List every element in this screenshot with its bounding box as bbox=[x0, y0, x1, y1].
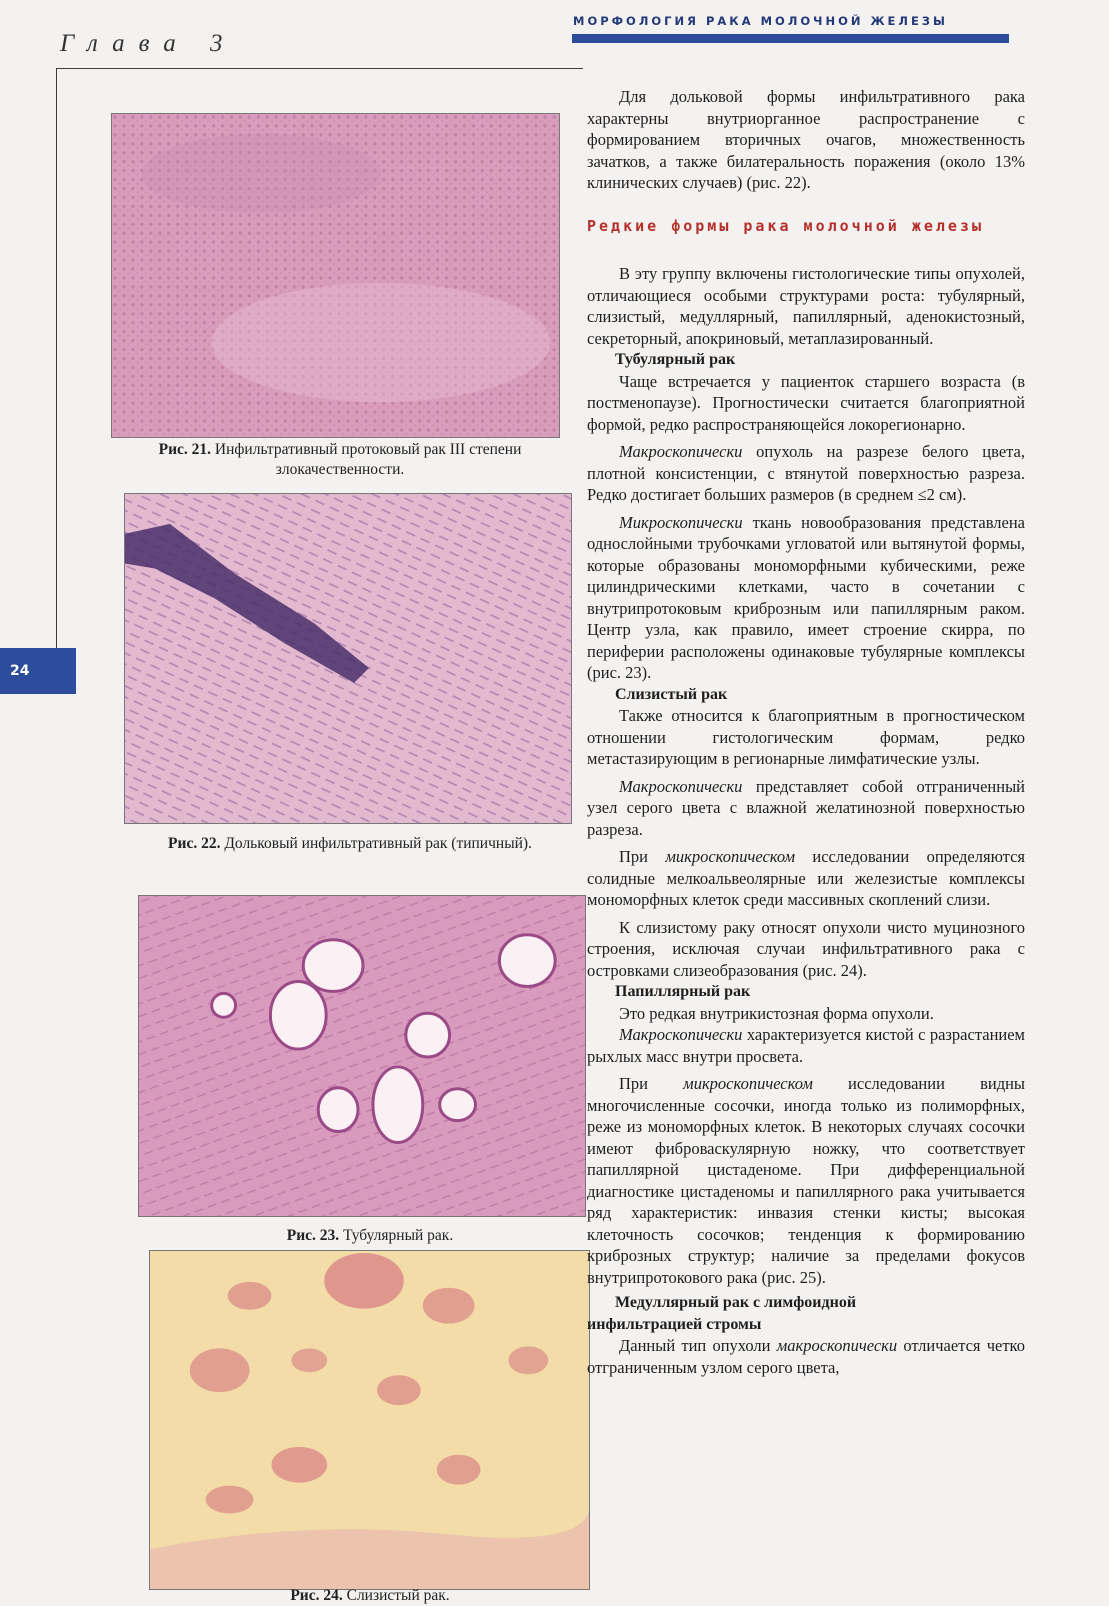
paragraph: Микроскопически ткань новообразования представлена однослойными трубочками угловатой или вытянутой формы, которые образованы мономорфными кубическими, реже цилиндрическими клетками, часто в сочетании с внутрипротоковым криброзным или папиллярным раком. Центр узла, как правило, имеет строение скирра, по периферии расположены одинаковые тубулярные комплексы (рис. 23). bbox=[587, 512, 1025, 682]
subheading-medullary: Медуллярный рак с лимфоидной инфильтрацией стромы bbox=[587, 1294, 857, 1333]
figure-22-micrograph bbox=[124, 493, 572, 824]
section-heading: Редкие формы рака молочной железы bbox=[587, 216, 985, 235]
figure-24-caption: Рис. 24. Слизистый рак. bbox=[290, 1587, 450, 1604]
paragraph: Также относится к благоприятным в прогностическом отношении гистологическим формам, редко метастазирующим в регионарные лимфатические узлы. bbox=[587, 706, 1025, 768]
paragraph: Это редкая внутрикистозная форма опухоли. bbox=[619, 1003, 934, 1023]
subheading-tubular: Тубулярный рак bbox=[615, 351, 736, 368]
figure-21-micrograph bbox=[111, 113, 560, 438]
paragraph: Макроскопически опухоль на разрезе белого цвета, плотной консистенции, с втянутой поверхностью разреза. Редко достигает больших размеров (в среднем ≤2 см). bbox=[587, 442, 1025, 504]
subheading-mucinous: Слизистый рак bbox=[615, 685, 728, 703]
paragraph: Макроскопически характеризуется кистой с разрастанием рыхлых масс внутри просвета. bbox=[587, 1025, 1025, 1066]
figure-21-caption: Рис. 21. Инфильтративный протоковый рак III степени злокачественности. bbox=[158, 441, 522, 478]
paragraph: Макроскопически представляет собой отграниченный узел серого цвета с влажной желатинозной поверхностью разреза. bbox=[587, 776, 1025, 839]
paragraph: В эту группу включены гистологические типы опухолей, отличающиеся особыми структурами роста: тубулярный, слизистый, медуллярный, папиллярный, аденокистозный, секреторный, апокриновый, метаплазированный. bbox=[587, 264, 1025, 348]
paragraph: К слизистому раку относят опухоли чисто муцинозного строения, исключая случаи инфильтративного рака с островками слизеобразования (рис. 24). bbox=[587, 917, 1025, 980]
figure-23-caption: Рис. 23. Тубулярный рак. bbox=[286, 1227, 454, 1244]
paragraph: Чаще встречается у пациенток старшего возраста (в постменопаузе). Прогностически считается благоприятной формой, редко распространяющейся локорегионарно. bbox=[587, 371, 1025, 434]
header-bar bbox=[572, 34, 1009, 43]
frame-rule-horizontal bbox=[56, 68, 583, 69]
figure-24-micrograph bbox=[149, 1250, 590, 1590]
figure-23-micrograph bbox=[138, 895, 586, 1217]
paragraph: При микроскопическом исследовании видны многочисленные сосочки, иногда только из полиморфных, реже из мономорфных клеток. В некоторых случаях сосочки имеют фиброваскулярную ножку, что соответствует папиллярной цистаденоме. При дифференциальной диагностике цистаденомы и папиллярного рака учитывается ряд характеристик: инвазия стенки кисты; высокая клеточность сосочков; тенденция к формированию криброзных структур; наличие за пределами фокусов внутрипротокового рака (рис. 25). bbox=[587, 1074, 1026, 1287]
paragraph: Для дольковой формы инфильтративного рака характерны внутриорганное распространение с формированием вторичных очагов, множественность зачатков, а также билатеральность поражения (около 13% клинических случаев) (рис. 22). bbox=[587, 87, 1025, 192]
figure-22-caption: Рис. 22. Дольковый инфильтративный рак (типичный). bbox=[168, 835, 532, 852]
subheading-papillary: Папиллярный рак bbox=[615, 983, 751, 1000]
paragraph: При микроскопическом исследовании определяются солидные мелкоальвеолярные или железистые комплексы мономорфных клеток среди массивных скоплений слизи. bbox=[587, 847, 1026, 909]
chapter-label: Глава 3 bbox=[60, 30, 237, 57]
page-number: 24 bbox=[0, 648, 76, 694]
frame-rule-vertical bbox=[56, 68, 57, 648]
text-column bbox=[587, 86, 1025, 1378]
running-title: МОРФОЛОГИЯ РАКА МОЛОЧНОЙ ЖЕЛЕЗЫ bbox=[573, 14, 948, 28]
paragraph: Данный тип опухоли макроскопически отличается четко отграниченным узлом серого цвета, bbox=[587, 1336, 1025, 1377]
